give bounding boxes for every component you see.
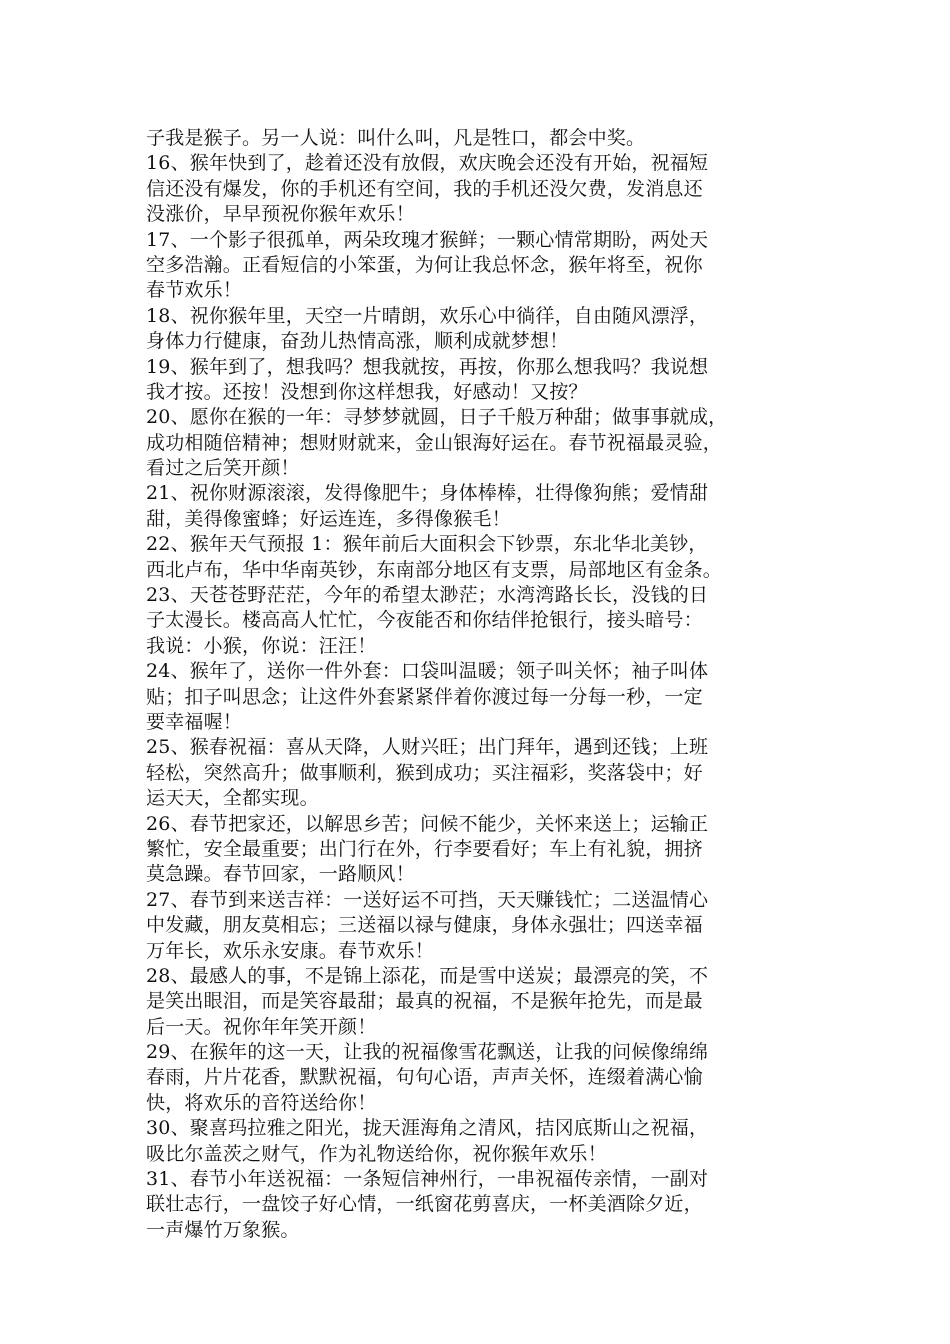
text-line: 快，将欢乐的音符送给你！ bbox=[146, 1091, 377, 1114]
text-line: 21、祝你财源滚滚，发得像肥牛；身体棒棒，壮得像狗熊；爱情甜 bbox=[146, 482, 709, 505]
text-line: 20、愿你在猴的一年：寻梦梦就圆，日子千般万种甜；做事事就成， bbox=[146, 406, 728, 429]
text-line: 17、一个影子很孤单，两朵玫瑰才猴鲜；一颗心情常期盼，两处天 bbox=[146, 228, 709, 251]
text-line: 联壮志行，一盘饺子好心情，一纸窗花剪喜庆，一杯美酒除夕近， bbox=[146, 1193, 703, 1216]
text-line: 29、在猴年的这一天，让我的祝福像雪花飘送，让我的问候像绵绵 bbox=[146, 1041, 709, 1064]
text-line: 我才按。还按！没想到你这样想我，好感动！又按？ bbox=[146, 380, 588, 403]
text-line: 繁忙，安全最重要；出门行在外，行李要看好；车上有礼貌，拥挤 bbox=[146, 837, 703, 860]
text-line: 18、祝你猴年里，天空一片晴朗，欢乐心中徜徉，自由随风漂浮， bbox=[146, 304, 709, 327]
text-line: 成功相随倍精神；想财财就来，金山银海好运在。春节祝福最灵验， bbox=[146, 431, 723, 454]
text-line: 19、猴年到了，想我吗？想我就按，再按，你那么想我吗？我说想 bbox=[146, 355, 709, 378]
text-line: 我说：小猴，你说：汪汪！ bbox=[146, 634, 377, 657]
text-line: 身体力行健康，奋劲儿热情高涨，顺利成就梦想！ bbox=[146, 330, 569, 353]
text-line: 空多浩瀚。正看短信的小笨蛋，为何让我总怀念，猴年将至，祝你 bbox=[146, 253, 703, 276]
text-line: 一声爆竹万象猴。 bbox=[146, 1218, 300, 1241]
text-line: 春雨，片片花香，默默祝福，句句心语，声声关怀，连缀着满心愉 bbox=[146, 1066, 703, 1089]
text-line: 30、聚喜玛拉雅之阳光，拢天涯海角之清风，拮冈底斯山之祝福， bbox=[146, 1117, 709, 1140]
text-line: 莫急躁。春节回家，一路顺风！ bbox=[146, 863, 415, 886]
text-line: 27、春节到来送吉祥：一送好运不可挡，天天赚钱忙；二送温情心 bbox=[146, 888, 709, 911]
text-line: 子太漫长。楼高高人忙忙，今夜能否和你结伴抢银行，接头暗号： bbox=[146, 609, 703, 632]
text-line: 是笑出眼泪，而是笑容最甜；最真的祝福，不是猴年抢先，而是最 bbox=[146, 990, 703, 1013]
text-line: 31、春节小年送祝福：一条短信神州行，一串祝福传亲情，一副对 bbox=[146, 1168, 709, 1191]
text-line: 28、最感人的事，不是锦上添花，而是雪中送炭；最漂亮的笑，不 bbox=[146, 964, 709, 987]
text-line: 16、猴年快到了，趁着还没有放假，欢庆晚会还没有开始，祝福短 bbox=[146, 152, 709, 175]
text-line: 23、天苍苍野茫茫，今年的希望太渺茫；水湾湾路长长，没钱的日 bbox=[146, 584, 709, 607]
text-line: 轻松，突然高升；做事顺利，猴到成功；买注福彩，奖落袋中；好 bbox=[146, 761, 703, 784]
text-line: 西北卢布，华中华南英钞，东南部分地区有支票，局部地区有金条。 bbox=[146, 558, 723, 581]
text-line: 22、猴年天气预报 1：猴年前后大面积会下钞票，东北华北美钞， bbox=[146, 533, 708, 556]
text-line: 子我是猴子。另一人说：叫什么叫，凡是牲口，都会中奖。 bbox=[146, 127, 646, 149]
text-line: 中发藏，朋友莫相忘；三送福以禄与健康，身体永强壮；四送幸福 bbox=[146, 914, 703, 937]
text-line: 26、春节把家还，以解思乡苦；问候不能少，关怀来送上；运输正 bbox=[146, 812, 709, 835]
text-line: 要幸福喔！ bbox=[146, 710, 243, 733]
text-line: 信还没有爆发，你的手机还有空间，我的手机还没欠费，发消息还 bbox=[146, 177, 703, 200]
text-line: 万年长，欢乐永安康。春节欢乐！ bbox=[146, 939, 435, 962]
text-line: 运天天，全都实现。 bbox=[146, 787, 319, 810]
text-line: 贴；扣子叫思念；让这件外套紧紧伴着你渡过每一分每一秒，一定 bbox=[146, 685, 703, 708]
document-body bbox=[146, 126, 816, 1243]
text-line: 24、猴年了，送你一件外套：口袋叫温暖；领子叫关怀；袖子叫体 bbox=[146, 660, 709, 683]
text-line: 25、猴春祝福：喜从天降，人财兴旺；出门拜年，遇到还钱；上班 bbox=[146, 736, 709, 759]
text-line: 没涨价，早早预祝你猴年欢乐！ bbox=[146, 203, 415, 226]
text-line: 后一天。祝你年年笑开颜！ bbox=[146, 1015, 377, 1038]
text-line: 吸比尔盖茨之财气，作为礼物送给你，祝你猴年欢乐！ bbox=[146, 1142, 607, 1165]
text-line: 春节欢乐！ bbox=[146, 279, 243, 302]
text-line: 甜，美得像蜜蜂；好运连连，多得像猴毛！ bbox=[146, 507, 511, 530]
text-line: 看过之后笑开颜！ bbox=[146, 457, 300, 480]
